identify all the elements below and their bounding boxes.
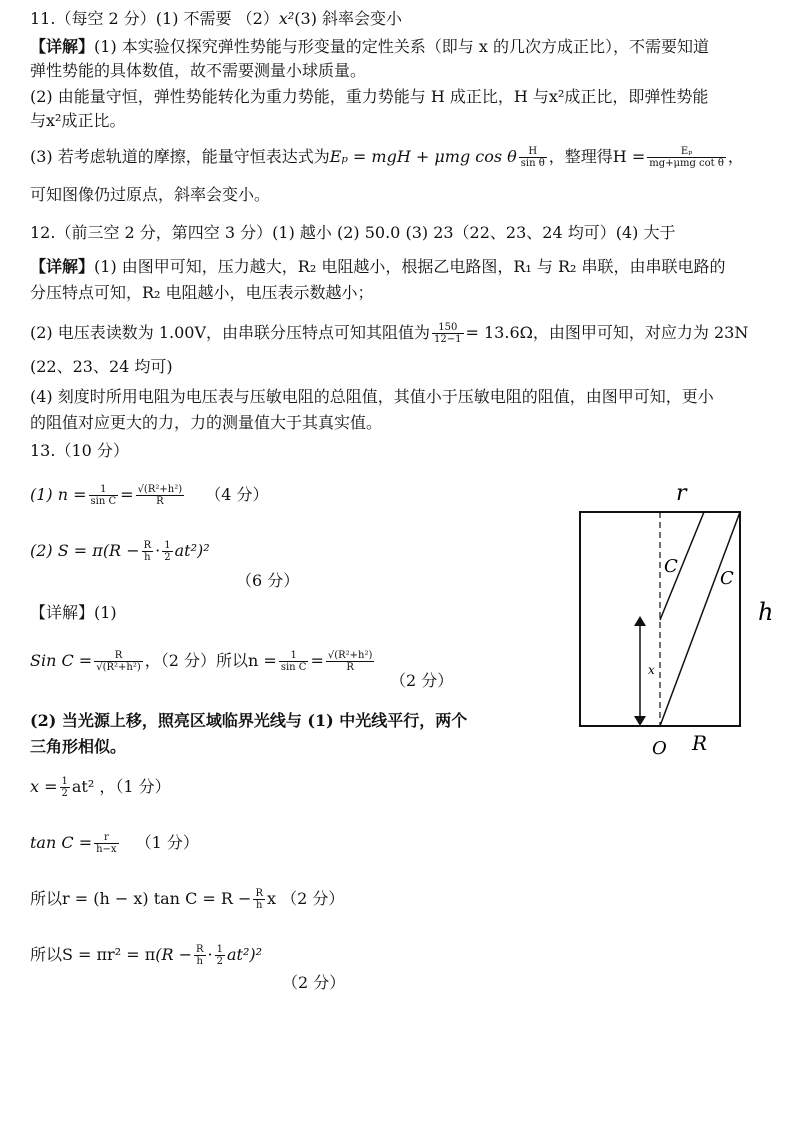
q12-d2-den: 12−1 [434,334,462,345]
q13-a1-den2: R [156,496,164,507]
q11-d3-num: H [519,146,547,158]
label-x: x [648,663,655,677]
q11-d3-result-fraction [647,146,726,169]
q11-head-tail: (3) 斜率会变小 [294,9,403,28]
q11-detail-1a [30,36,709,58]
q13-detail-tag: 【详解】(1) [30,603,117,622]
q13-s2-tail: at²)² [227,945,263,964]
q13-a1-frac2 [136,484,185,507]
q13-step-sinc [30,650,376,673]
q13-a1-pre: (1) n = [30,485,87,504]
q11-d3a: (3) 若考虑轨道的摩擦，能量守恒表达式为 [30,147,330,166]
q13-step-tanc [30,832,199,855]
q13-s2-body: (R − [155,945,192,964]
q13-s2-dot: · [207,945,213,964]
q13-a1-den1: sin C [90,496,117,507]
q13-r1-tail: x （2 分） [266,889,345,908]
q13-s1-score: （2 分） [390,671,454,690]
q11-d3-den: sin θ [520,158,545,169]
q13-a1-num2: √(R²+h²) [137,484,183,495]
label-r: r [676,481,687,506]
q13-a1-score: （4 分） [205,485,269,504]
q13-s2-frac2 [215,944,225,967]
q13-part2-a: (2) 当光源上移，照亮区域临界光线与 (1) 中光线平行，两个 [30,711,468,730]
q12-detail-2a [30,322,748,345]
q13-a2-dot: · [155,541,161,560]
q13-a1-frac1 [89,484,119,507]
q13-a2-hnum: 1 [164,540,171,551]
q13-r1-den: h [255,900,263,911]
q13-x1-pre: x = [30,777,58,796]
q11-d3-res-num: Eₚ [647,146,726,158]
q12-detail-1a [30,256,726,278]
q13-a2-fnum: R [143,540,152,551]
q13-a2-pre: (2) S = π [30,541,103,560]
q13-s2-frac1 [194,944,206,967]
q11-head-text: 11.（每空 2 分）(1) 不需要 （2） [30,9,279,28]
q13-s1-den2: sin C [280,662,307,673]
q13-s2-hnum: 1 [216,944,223,955]
q13-heading: 13.（10 分） [30,441,129,460]
q11-d3-fraction [519,146,547,169]
q12-detail-1b: 分压特点可知，R₂ 电阻越小，电压表示数越小； [30,283,374,302]
optics-figure [560,480,800,780]
q13-step-r [30,888,344,911]
q11-head-math: x² [278,9,295,28]
q13-s1-den1: √(R²+h²) [96,662,141,673]
label-h: h [758,598,774,626]
q11-d3-equation: Eₚ = mgH + μmg cos θ [329,147,517,166]
q13-s1-frac2 [279,650,309,673]
q13-x1-tail: at² ，（1 分） [71,777,171,796]
q11-detail-tag: 【详解】 [30,37,95,56]
light-ray-long [660,512,740,726]
q11-detail-3a [30,146,744,169]
q12-d1a: (1) 由图甲可知，压力越大，R₂ 电阻越小，根据乙电路图，R₁ 与 R₂ 串联，由串联电路的 [94,257,726,276]
q13-s1-eq: = [310,651,324,670]
q11-d3-mid: ，整理得H = [548,147,646,166]
q11-heading [30,8,402,30]
q13-s2-fnum: R [196,944,204,955]
q12-d2-num: 150 [432,322,463,334]
q13-s2-hden: 2 [216,956,223,967]
q13-s1-num3: √(R²+h²) [327,650,373,661]
q13-s1-mid: ，（2 分）所以n = [144,651,277,670]
x-arrow-head-down [634,716,646,726]
q13-t1-pre: tan C = [30,833,93,852]
q12-detail-4b: 的阻值对应更大的力，力的测量值大于其真实值。 [30,413,383,432]
q11-detail-3b: 可知图像仍过原点，斜率会变小。 [30,185,271,204]
q13-r1-num: R [255,888,263,899]
q13-t1-score: （1 分） [135,833,199,852]
q12-d2-fraction [432,322,463,345]
q13-a2-score: （6 分） [236,571,300,590]
q13-t1-den: h−x [96,844,117,855]
q13-step-s [30,944,262,967]
q13-s2-fden: h [196,956,203,967]
q13-answer-1 [30,484,268,507]
q13-t1-frac [94,832,118,855]
q12-detail-tag: 【详解】 [30,257,95,276]
q13-a2-body: (R − [102,541,140,560]
q13-answer-2 [30,540,210,563]
q13-s1-den3: R [346,662,354,673]
q12-detail-4a: (4) 刻度时所用电阻为电压表与压敏电阻的总阻值，其值小于压敏电阻的阻值，由图甲可知，更小 [30,387,714,406]
q13-s1-pre: Sin C = [30,651,93,670]
q11-detail-1b: 弹性势能的具体数值，故不需要测量小球质量。 [30,61,367,80]
q12-heading: 12.（前三空 2 分，第四空 3 分）(1) 越小 (2) 50.0 (3) 23（22、23、24 均可）(4) 大于 [30,223,676,242]
q13-a2-hden: 2 [164,552,171,563]
q13-part2-b: 三角形相似。 [30,737,127,756]
q13-x1-num: 1 [61,776,68,787]
q13-s2-score: （2 分） [282,973,346,992]
q13-a1-eq: = [120,485,134,504]
q12-d2a: (2) 电压表读数为 1.00V，由串联分压特点可知其阻值为 [30,323,431,342]
q13-a2-fden: h [144,552,151,563]
q11-detail-2a: (2) 由能量守恒，弹性势能转化为重力势能，重力势能与 H 成正比，H 与x²成正比，即弹性势能 [30,87,709,106]
label-angle-c1: C [664,556,678,577]
q13-s2-pre: 所以S = πr² = π [30,945,156,964]
label-angle-c2: C [720,568,734,589]
label-o: O [652,738,667,759]
q12-d2-tail: = 13.6Ω，由图甲可知，对应力为 23N [465,323,749,342]
label-r-radius: R [692,731,708,755]
q13-x1-frac [60,776,70,799]
q13-a2-tail: at²)² [174,541,210,560]
q13-step-x [30,776,171,799]
q11-d3-end: ， [727,147,744,166]
q13-t1-num: r [94,832,118,844]
q13-r1-frac [253,888,265,911]
q13-x1-den: 2 [61,788,68,799]
q11-d1a: (1) 本实验仅探究弹性势能与形变量的定性关系（即与 x 的几次方成正比），不需要知道 [94,37,709,56]
q11-d3-res-den: mg+μmg cot θ [649,158,724,169]
q13-s1-num2: 1 [279,650,309,662]
q13-a1-num1: 1 [89,484,119,496]
q11-detail-2b: 与x²成正比。 [30,111,126,130]
q12-detail-2b: (22、23、24 均可) [30,357,173,376]
q13-s1-frac1 [94,650,143,673]
q13-r1-text: 所以r = (h − x) tan C = R − [30,889,252,908]
x-arrow-head-up [634,616,646,626]
q13-s1-frac3 [326,650,375,673]
q13-a2-frac2 [162,540,172,563]
q13-a2-frac1 [142,540,154,563]
q13-s1-num1: R [94,650,143,662]
